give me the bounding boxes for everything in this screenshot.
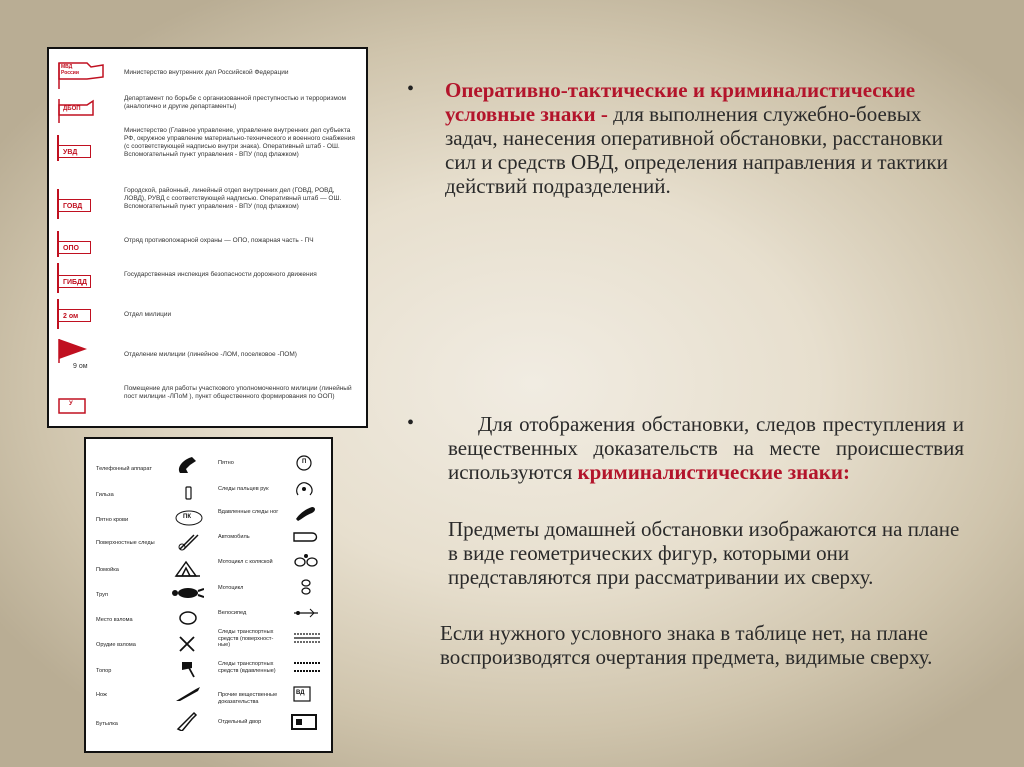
row-description: Отделение милиции (линейное -ЛОМ, поселковое -ПОМ) (124, 351, 297, 358)
symbol-label: МВД России (61, 64, 79, 76)
paragraph-text: для выполнения служебно-боевых задач, нанесения оперативной обстановки, расстановки сил и средств ОВД, определения направления и тактики действий подразделений. (445, 102, 948, 198)
symbol-text: ВД (296, 690, 305, 696)
table-row (49, 91, 366, 121)
sign-label: Отдельный двор (218, 719, 262, 725)
cartridge-case-icon (172, 483, 206, 503)
sign-label: Пятно крови (96, 517, 129, 523)
sign-label: Место взлома (96, 617, 133, 623)
highlight-forensic-signs: криминалистические знаки: (577, 460, 850, 484)
break-in-place-icon (172, 608, 206, 628)
sign-label: Телефонный аппарат (96, 466, 152, 472)
sign-label: Следы транспортных средств (поверхност-ные) (218, 629, 274, 648)
row-description: Министерство внутренних дел Российской Федерации (124, 69, 289, 76)
table-row (49, 231, 366, 261)
bicycle-icon (290, 603, 324, 623)
table-row (49, 383, 366, 423)
sign-label: Труп (96, 592, 108, 598)
symbol-text: ПК (183, 514, 191, 520)
symbol-label: 2 ом (57, 309, 91, 322)
forensic-signs-table (84, 437, 333, 753)
sign-label: Бутылка (96, 721, 118, 727)
symbol-label: ГИБДД (57, 275, 91, 288)
sign-label: Следы транспортных средств (вдавленные) (218, 661, 276, 674)
row-description: Государственная инспекция безопасности дорожного движения (124, 271, 317, 278)
bullet: • (407, 412, 415, 434)
car-icon (290, 527, 324, 547)
table-row (49, 337, 366, 377)
vehicle-pressed-tracks-icon (290, 657, 324, 677)
axe-icon (172, 658, 206, 678)
table-row (49, 187, 366, 231)
paragraph-operational-signs (445, 78, 970, 198)
sign-label: Поверхностные следы (96, 540, 155, 546)
symbol-label: УВД (57, 145, 91, 158)
table-row (49, 263, 366, 297)
sign-label: Прочие вещественные доказательства (218, 692, 278, 705)
row-description: Помещение для работы участкового уполномоченного милиции (линейный пост милиции -ЛПоМ ), пункт общественного формирования по ООП) (124, 385, 352, 400)
separate-yard-icon (288, 711, 322, 731)
dump-icon (172, 558, 206, 578)
symbol-label: 9 ом (73, 363, 88, 370)
blood-stain-icon (172, 508, 206, 528)
table-row (49, 127, 366, 185)
telephone-icon (170, 455, 204, 475)
bottle-icon (172, 711, 206, 731)
paragraph-furniture (448, 517, 964, 589)
corpse-icon (170, 583, 204, 603)
vehicle-surface-tracks-icon (290, 628, 324, 648)
symbol-label: ГОВД (57, 199, 91, 212)
paragraph-missing-sign (440, 621, 964, 669)
symbol-label: ДБОП (63, 106, 81, 112)
paragraph-text: Если нужного условного знака в таблице нет, на плане воспроизводятся очертания предмета, видимые сверху. (440, 621, 933, 669)
symbol-text: П (302, 459, 307, 465)
other-evidence-icon (290, 684, 324, 704)
footprints-icon (290, 503, 324, 523)
district-officer-room-icon (57, 389, 101, 424)
surface-traces-icon (172, 531, 206, 551)
sign-label: Пятно (218, 460, 234, 466)
symbol-label: ОПО (57, 241, 91, 254)
motorcycle-icon (290, 577, 324, 597)
row-description: Департамент по борьбе с организованной преступностью и терроризмом (аналогично и другие департаменты) (124, 95, 346, 110)
sign-label: Велосипед (218, 610, 247, 616)
sign-label: Мотоцикл с коляской (218, 559, 273, 565)
paragraph-text: Предметы домашней обстановки изображаются на плане в виде геометрических фигур, которыми они представляются при рассматривании их сверху. (448, 517, 960, 589)
paragraph-forensic-signs (448, 412, 964, 484)
sign-label: Вдавленные следы ног (218, 509, 279, 515)
motorcycle-sidecar-icon (290, 552, 324, 572)
stain-icon (290, 453, 324, 473)
bullet: • (407, 78, 415, 100)
operational-signs-table (47, 47, 368, 428)
sign-label: Топор (96, 668, 112, 674)
highlight-operational-signs: Оперативно-тактические и криминалистические условные знаки - (445, 78, 916, 126)
sign-label: Мотоцикл (218, 585, 244, 591)
sign-label: Гильза (96, 492, 114, 498)
sign-label: Орудие взлома (96, 642, 136, 648)
row-description: Министерство (Главное управление, управление внутренних дел субъекта РФ, окружное управление материально-технического и военного снабжения (с соответствующей надписью внутри знака). Оперативный штаб - ОШ. Вспомогательный пункт управления - ВПУ (под флажком) (124, 127, 355, 158)
sign-label: Автомобиль (218, 534, 250, 540)
row-description: Отдел милиции (124, 311, 172, 318)
row-description: Городской, районный, линейный отдел внутренних дел (ГОВД, РОВД, ЛОВД), РУВД с соответствующей надписью. Оперативный штаб — ОШ. Вспомогательный пункт управления - ВПУ (под флажком) (124, 187, 342, 210)
table-row (49, 61, 366, 91)
row-description: Отряд противопожарной охраны — ОПО, пожарная часть - ПЧ (124, 237, 314, 244)
sign-label: Нож (96, 692, 107, 698)
dbop-flag-icon (57, 95, 107, 130)
police-station-flag-icon (57, 337, 101, 368)
sign-label: Помойка (96, 567, 119, 573)
paragraph-text: Для отображения обстановки, следов преступления и вещественных доказательств на месте происшествия используются (448, 412, 964, 484)
table-row (49, 299, 366, 333)
symbol-label: У (69, 401, 73, 407)
burglary-tool-icon (172, 633, 206, 653)
sign-label: Следы пальцев рук (218, 486, 269, 492)
fingerprints-icon (290, 479, 324, 499)
knife-icon (172, 683, 206, 703)
